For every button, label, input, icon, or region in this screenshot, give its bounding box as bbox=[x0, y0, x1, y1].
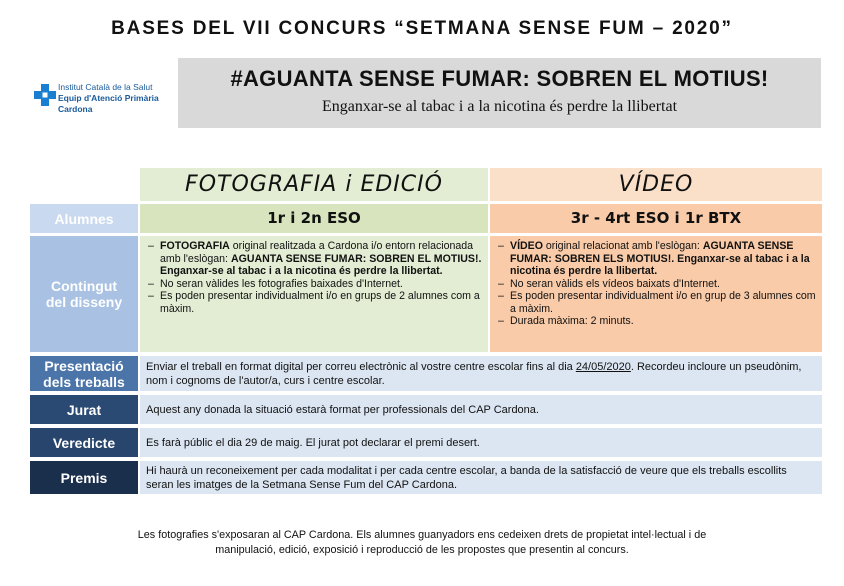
logo-line-1: Institut Català de la Salut bbox=[58, 82, 153, 92]
footer-note bbox=[60, 528, 784, 558]
footer-line-2: manipulació, edició, exposició i reproducció de les propostes que presentin al concurs. bbox=[215, 544, 629, 556]
page-title: BASES DEL VII CONCURS “SETMANA SENSE FUM – 2020” bbox=[111, 18, 733, 39]
content-video bbox=[490, 236, 822, 352]
row-label-contingut bbox=[30, 236, 138, 352]
row-label-veredicte: Veredicte bbox=[30, 428, 138, 457]
list-item: – Es poden presentar individualment i/o en grups de 2 alumnes com a màxim. bbox=[146, 290, 482, 315]
logo-line-3: Cardona bbox=[58, 104, 93, 114]
row-label-alumnes: Alumnes bbox=[30, 204, 138, 233]
row-label-presentacio-2: dels treballs bbox=[43, 373, 125, 390]
premis-text: Hi haurà un reconeixement per cada modalitat i per cada centre escolar, a banda de la satisfacció de veure que els treballs escollits seran les imatges de la Setmana Sense Fum del CAP Cardona. bbox=[140, 461, 822, 494]
list-item: – No seran vàlides les fotografies baixades d'Internet. bbox=[146, 278, 482, 291]
logo-line-2: Equip d'Atenció Primària bbox=[58, 93, 159, 103]
row-label-jurat: Jurat bbox=[30, 395, 138, 424]
list-item: – Es poden presentar individualment i/o en grup de 3 alumnes com a màxim. bbox=[496, 290, 816, 315]
list-item: – No seran vàlids els vídeos baixats d'Internet. bbox=[496, 278, 816, 291]
deadline-date: 24/05/2020 bbox=[575, 360, 631, 373]
content-photo bbox=[140, 236, 488, 352]
list-item: – FOTOGRAFIA original realitzada a Cardona i/o entorn relacionada amb l'eslògan: AGUANTA SENSE FUMAR: SOBREN EL MOTIUS!. Enganxar-se al tabac i a la nicotina és perdre la llibertat. bbox=[146, 240, 482, 278]
grade-photo: 1r i 2n ESO bbox=[140, 204, 488, 233]
row-label-premis: Premis bbox=[30, 461, 138, 494]
list-item: – Durada màxima: 2 minuts. bbox=[496, 315, 816, 328]
jurat-text: Aquest any donada la situació estarà format per professionals del CAP Cardona. bbox=[140, 395, 822, 424]
ics-logo bbox=[34, 78, 184, 122]
row-label-contingut-1: Contingut bbox=[50, 278, 118, 294]
list-item: – VÍDEO original relacionat amb l'eslògan: AGUANTA SENSE FUMAR: SOBREN ELS MOTIUS!. Enganxar-se al tabac i a la nicotina és perdre la llibertat. bbox=[496, 240, 816, 278]
row-label-contingut-2: del disseny bbox=[45, 294, 123, 310]
slogan-banner bbox=[178, 58, 821, 128]
banner-headline: #AGUANTA SENSE FUMAR: SOBREN EL MOTIUS! bbox=[230, 66, 769, 91]
column-header-video: VÍDEO bbox=[490, 168, 822, 201]
veredicte-text: Es farà públic el dia 29 de maig. El jurat pot declarar el premi desert. bbox=[140, 428, 822, 457]
row-label-presentacio bbox=[30, 356, 138, 391]
row-label-presentacio-1: Presentació bbox=[44, 357, 124, 374]
banner-subline: Enganxar-se al tabac i a la nicotina és perdre la llibertat bbox=[321, 98, 678, 115]
grade-video: 3r - 4rt ESO i 1r BTX bbox=[490, 204, 822, 233]
presentacio-text: Enviar el treball en format digital per correu electrònic al vostre centre escolar fins al dia 24/05/2020. Recordeu incloure un pseudònim, nom i cognoms de l'autor/a, curs i centre escolar. bbox=[140, 356, 822, 391]
column-header-photo: FOTOGRAFIA i EDICIÓ bbox=[140, 168, 488, 201]
health-cross-icon bbox=[34, 84, 56, 106]
footer-line-1: Les fotografies s'exposaran al CAP Cardona. Els alumnes guanyadors ens cedeixen drets de propietat intel·lectual i de bbox=[137, 529, 707, 541]
